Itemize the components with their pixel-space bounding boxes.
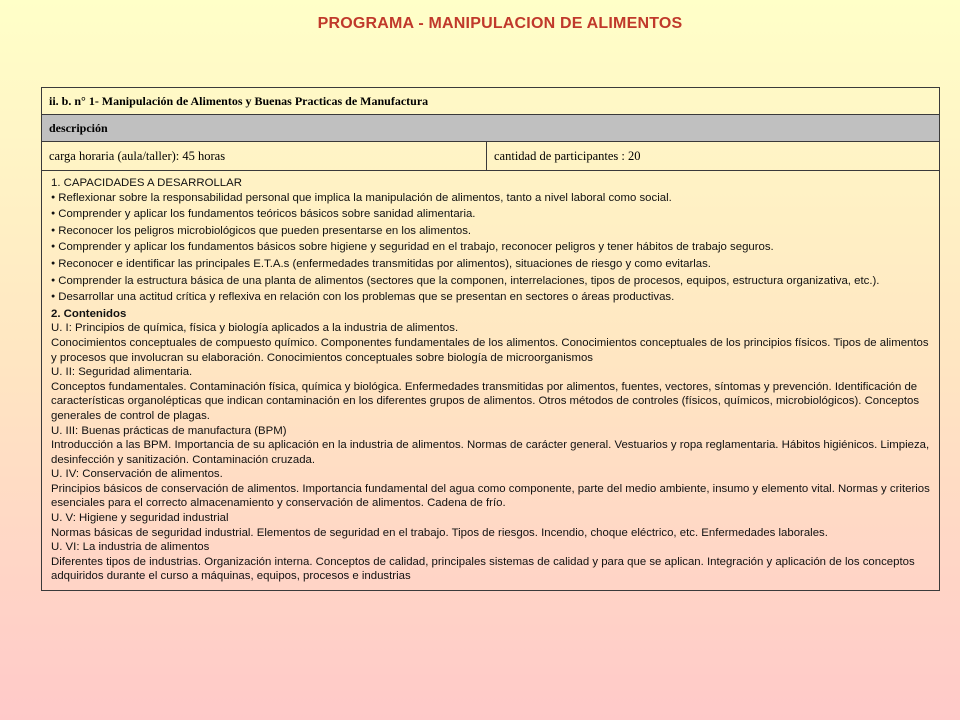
capacidad-item: ● Reflexionar sobre la responsabilidad personal que implica la manipulación de alimentos, tanto a nivel laboral como social. [51, 191, 931, 208]
course-hours: carga horaria (aula/taller): 45 horas [42, 142, 487, 171]
capacidad-item: ● Comprender y aplicar los fundamentos teóricos básicos sobre sanidad alimentaria. [51, 207, 931, 224]
unit-text: Principios básicos de conservación de alimentos. Importancia fundamental del agua como componente, parte del medio ambiente, insumo y elemento vital. Normas y criterios esenciales para el correcto almacenamiento y conservación de alimentos. Cadena de frío. [51, 482, 930, 510]
contenidos-heading: 2. Contenidos [51, 307, 127, 320]
info-row [42, 142, 940, 171]
unit-text: Diferentes tipos de industrias. Organización interna. Conceptos de calidad, principales sistemas de calidad y para que se aplican. Integración y aplicación de los conceptos adquiridos durante el curso a máquinas, equipos, procesos e industrias [51, 555, 915, 583]
participants-count: cantidad de participantes : 20 [487, 142, 940, 171]
unit-title: U. VI: La industria de alimentos [51, 541, 210, 554]
course-title: ii. b. n° 1- Manipulación de Alimentos y Buenas Practicas de Manufactura [42, 88, 940, 115]
unit-text: Conceptos fundamentales. Contaminación física, química y biológica. Enfermedades transmitidas por alimentos, fuentes, vectores, síntomas y prevención. Identificación de características organolépticas que indican contaminación en los diferentes grupos de alimentos. Otros métodos de controles (físicos, químicos, microbiológicos). Conceptos generales de control de plagas. [51, 380, 920, 422]
capacidad-item: ● Reconocer los peligros microbiológicos que pueden presentarse en los alimentos. [51, 224, 931, 241]
description-row [42, 115, 940, 142]
unit-text: Conocimientos conceptuales de compuesto químico. Componentes fundamentales de los alimentos. Conocimientos conceptuales de los principios físicos. Tipos de alimentos y procesos que involucran su elaboración. Conocimientos conceptuales sobre biología de microorganismos [51, 336, 929, 364]
unit-text: Introducción a las BPM. Importancia de su aplicación en la industria de alimentos. Normas de carácter general. Vestuarios y ropa reglamentaria. Hábitos higiénicos. Limpieza, desinfección y sanitización. Contaminación cruzada. [51, 439, 930, 466]
capacidad-item: ● Reconocer e identificar las principales E.T.A.s (enfermedades transmitidas por alimentos), situaciones de riesgo y como evitarlas. [51, 257, 931, 274]
content-row [42, 171, 940, 591]
unit-title: U. III: Buenas prácticas de manufactura (BPM) [51, 424, 287, 437]
unit-title: U. I: Principios de química, física y biología aplicados a la industria de alimentos. [51, 322, 459, 335]
course-row [42, 88, 940, 115]
unit-title: U. IV: Conservación de alimentos. [51, 468, 223, 481]
capacidad-item: ● Desarrollar una actitud crítica y reflexiva en relación con los problemas que se presentan en sectores o áreas productivas. [51, 290, 931, 307]
unit-title: U. II: Seguridad alimentaria. [51, 366, 193, 379]
unit-title: U. V: Higiene y seguridad industrial [51, 512, 229, 525]
capacidades-heading: 1. CAPACIDADES A DESARROLLAR [51, 177, 242, 189]
program-body [42, 171, 940, 591]
program-table [41, 87, 940, 591]
capacidad-item: ● Comprender y aplicar los fundamentos básicos sobre higiene y seguridad en el trabajo, reconocer peligros y tener hábitos de trabajo seguros. [51, 240, 931, 257]
page-title: PROGRAMA - MANIPULACION DE ALIMENTOS [317, 15, 683, 32]
description-header: descripción [42, 115, 940, 142]
capacidad-item: ● Comprender la estructura básica de una planta de alimentos (sectores que la componen, interrelaciones, tipos de procesos, equipos, estructura organizativa, etc.). [51, 274, 931, 291]
unit-text: Normas básicas de seguridad industrial. Elementos de seguridad en el trabajo. Tipos de riesgos. Incendio, choque eléctrico, etc. Enfermedades laborales. [51, 526, 828, 539]
